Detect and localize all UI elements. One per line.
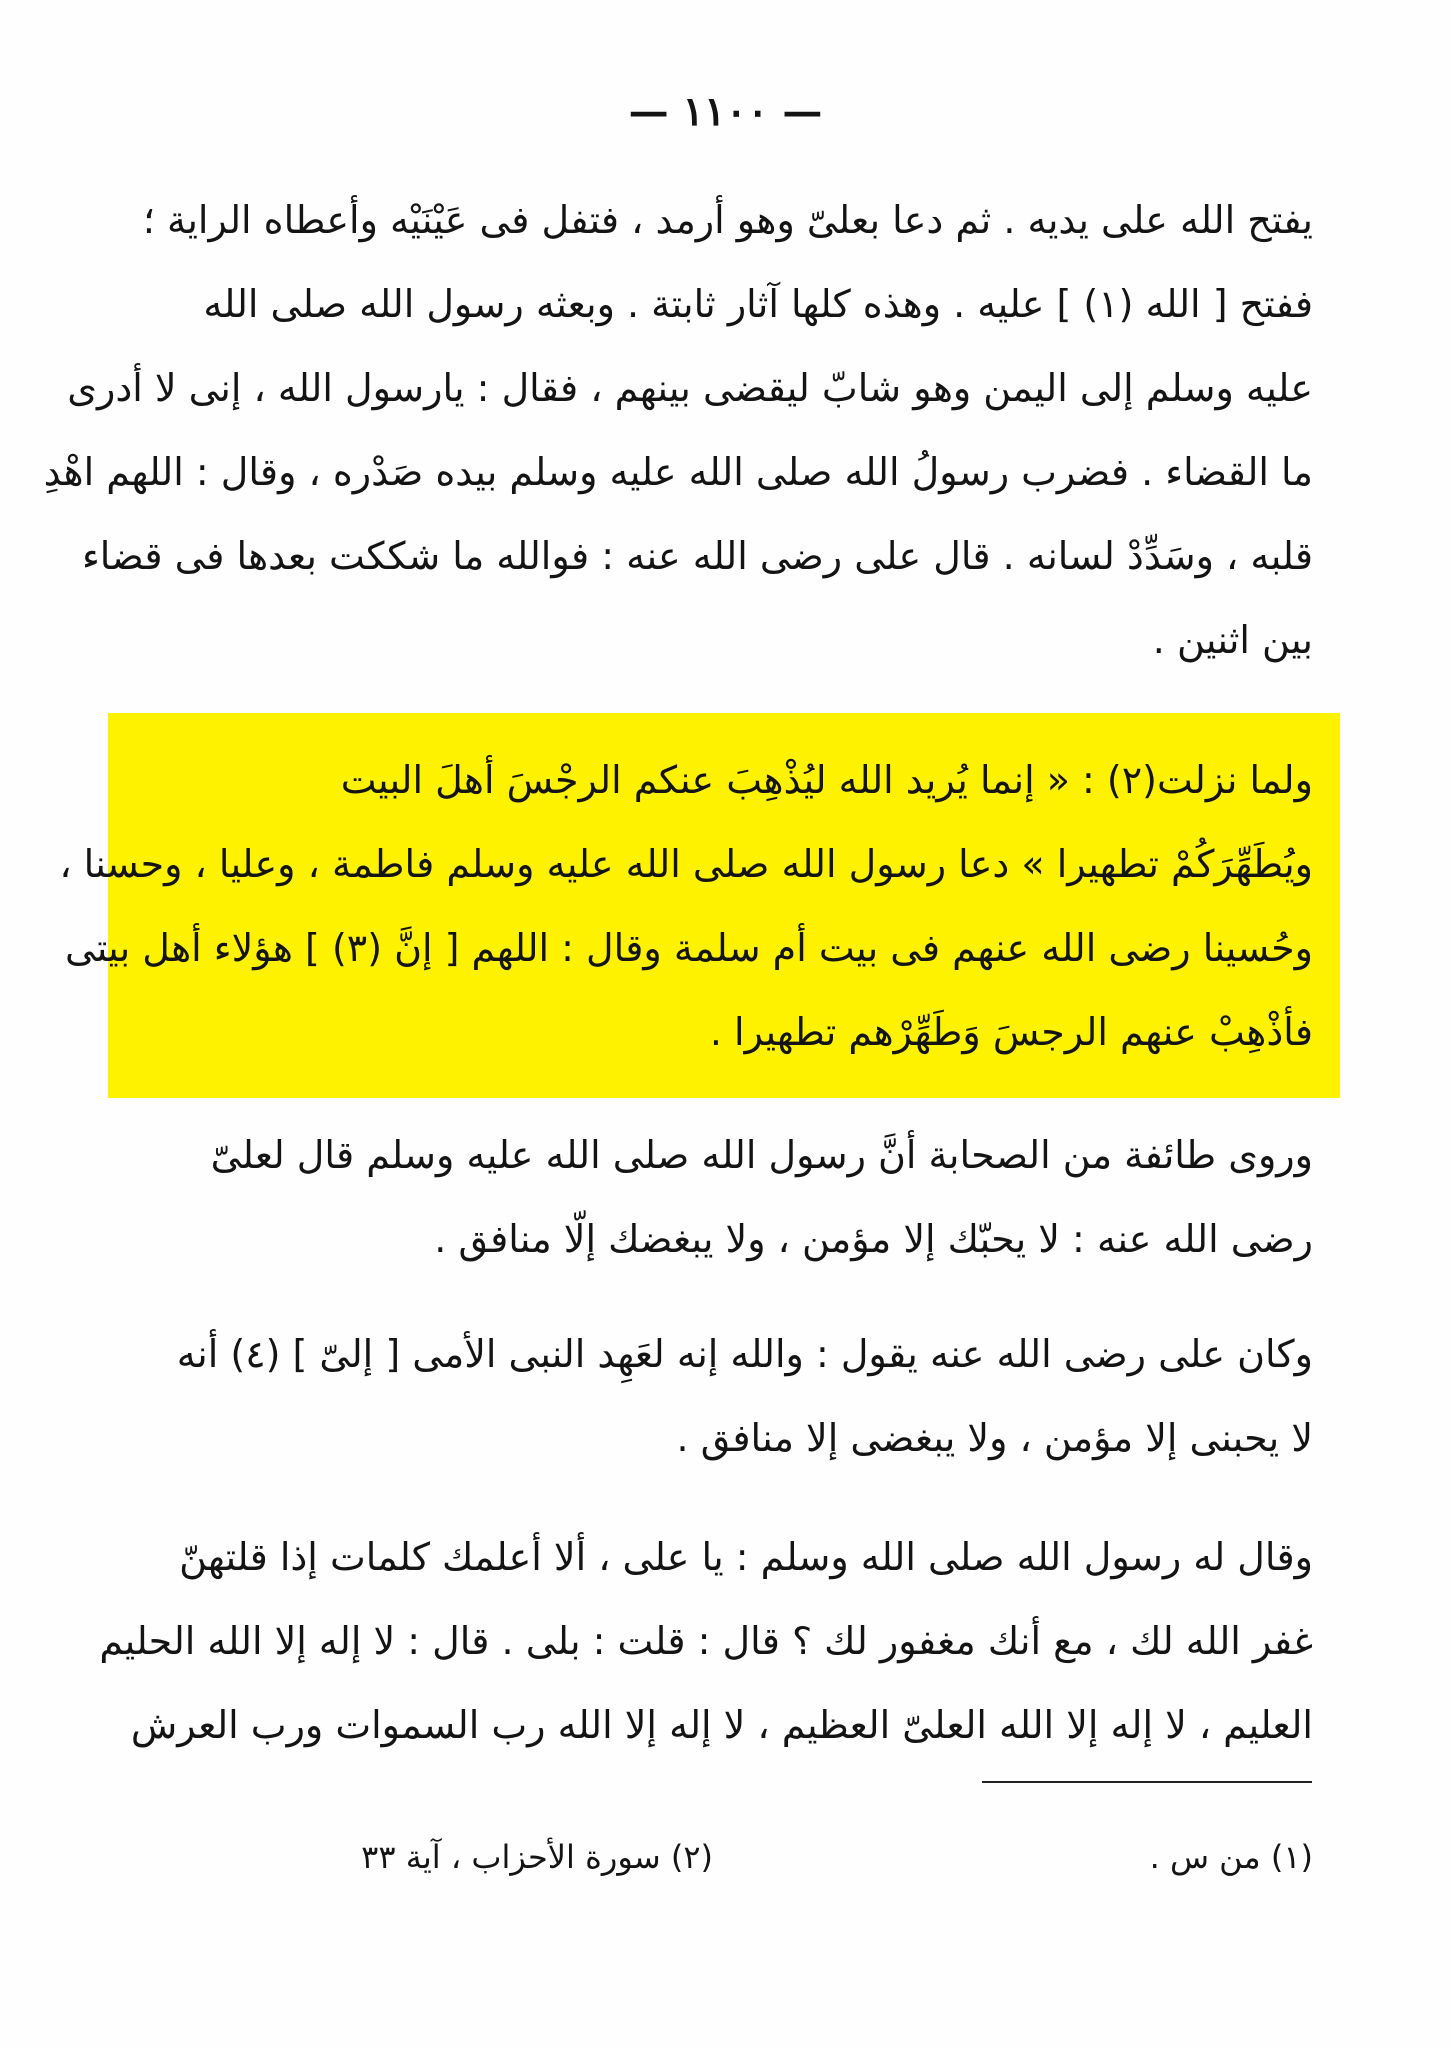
footnote-1: (١) من س . — [1149, 1838, 1313, 1876]
text-line: ولما نزلت(٢) : « إنما يُريد الله ليُذْهِبَ عنكم الرجْسَ أهلَ البيت — [340, 758, 1313, 802]
text-line: وقال له رسول الله صلى الله وسلم : يا على ، ألا أعلمك كلمات إذا قلتهنّ — [179, 1535, 1313, 1579]
paragraph-2-highlighted — [59, 738, 1313, 1074]
text-line: رضى الله عنه : لا يحبّك إلا مؤمن ، ولا يبغضك إلّا منافق . — [434, 1217, 1313, 1261]
text-line: قلبه ، وسَدِّدْ لسانه . قال على رضى الله عنه : فوالله ما شككت بعدها فى قضاء — [81, 534, 1313, 578]
page-number: — ١١٠٠ — — [628, 88, 823, 135]
text-line: بين اثنين . — [1152, 618, 1313, 662]
text-line: العليم ، لا إله إلا الله العلىّ العظيم ، لا إله إلا الله رب السموات ورب العرش — [130, 1703, 1313, 1747]
text-line: لا يحبنى إلا مؤمن ، ولا يبغضى إلا منافق . — [676, 1416, 1313, 1460]
paragraph-1 — [43, 178, 1313, 682]
text-line: يفتح الله على يديه . ثم دعا بعلىّ وهو أرمد ، فتفل فى عَيْنَيْه وأعطاه الراية ؛ — [142, 198, 1313, 242]
text-line: غفر الله لك ، مع أنك مغفور لك ؟ قال : قلت : بلى . قال : لا إله إلا الله الحليم — [99, 1619, 1313, 1663]
text-line: فأذْهِبْ عنهم الرجسَ وَطَهِّرْهم تطهيرا . — [709, 1010, 1313, 1054]
paragraph-5 — [99, 1515, 1313, 1767]
text-line: وحُسينا رضى الله عنهم فى بيت أم سلمة وقال : اللهم [ إنَّ (٣) ] هؤلاء أهل بيتى — [65, 926, 1313, 970]
footnote-2: (٢) سورة الأحزاب ، آية ٣٣ — [361, 1838, 713, 1876]
paragraph-4 — [163, 1312, 1313, 1480]
text-line: وكان على رضى الله عنه يقول : والله إنه لعَهِد النبى الأمى [ إلىّ ] (٤) أنه — [176, 1332, 1313, 1376]
text-line: وروى طائفة من الصحابة أنَّ رسول الله صلى الله عليه وسلم قال لعلىّ — [210, 1133, 1313, 1177]
text-line: ففتح [ الله (١) ] عليه . وهذه كلها آثار ثابتة . وبعثه رسول الله صلى الله — [203, 282, 1313, 326]
text-line: عليه وسلم إلى اليمن وهو شابّ ليقضى بينهم ، فقال : يارسول الله ، إنى لا أدرى — [67, 366, 1313, 410]
text-line: ويُطَهِّرَكُمْ تطهيرا » دعا رسول الله صلى الله عليه وسلم فاطمة ، وعليا ، وحسنا ، — [59, 842, 1313, 886]
text-line: ما القضاء . فضرب رسولُ الله صلى الله عليه وسلم بيده صَدْره ، وقال : اللهم اهْدِ — [43, 450, 1313, 494]
footnote-divider — [982, 1781, 1312, 1783]
paragraph-3 — [163, 1113, 1313, 1281]
